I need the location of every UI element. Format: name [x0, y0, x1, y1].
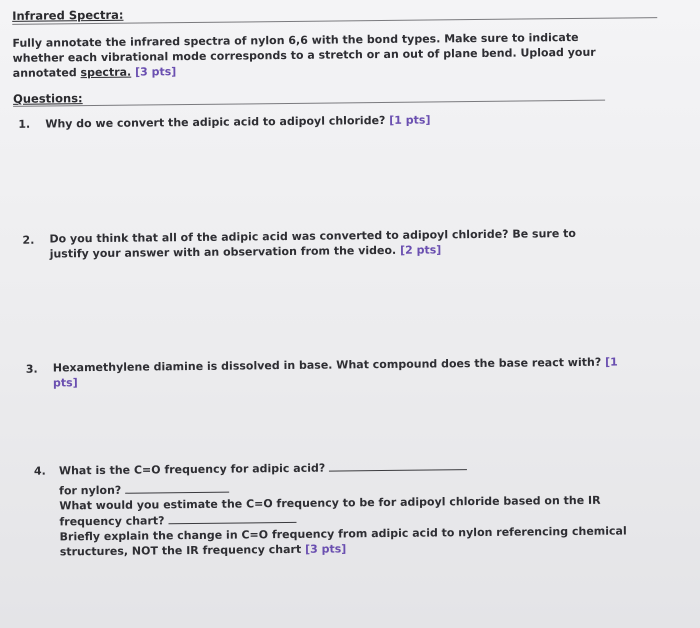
intro-line-2: whether each vibrational mode corresponds to a stretch or an out of plane bend. Upload your [12, 45, 596, 65]
question-3-points-a: [1 [604, 355, 618, 369]
question-4-line-6: structures, NOT the IR frequency chart [59, 542, 302, 559]
question-4-line-5: Briefly explain the change in C=O frequency from adipic acid to nylon referencing chemical [59, 524, 627, 544]
question-4-text [59, 456, 680, 559]
question-4-points: [3 pts] [304, 542, 347, 556]
question-3-points-b: pts] [52, 376, 78, 390]
intro-line-3-prefix: annotated [12, 66, 81, 80]
nylon-answer-blank[interactable] [125, 481, 229, 494]
spectra-link[interactable]: spectra. [80, 65, 132, 80]
intro-line-1: Fully annotate the infrared spectra of nylon 6,6 with the bond types. Make sure to indicate [12, 30, 579, 50]
question-1-points: [1 pts] [389, 113, 431, 127]
questions-rule [13, 100, 605, 107]
question-4-line-3: What would you estimate the C=O frequency to be for adipoyl chloride based on the IR [59, 493, 601, 513]
question-3-text [53, 354, 673, 390]
question-4-number: 4. [33, 464, 46, 478]
intro-points: [3 pts] [131, 65, 177, 79]
adipoyl-chloride-answer-blank[interactable] [168, 511, 296, 524]
question-1-prompt: Why do we convert the adipic acid to adipoyl chloride? [45, 113, 386, 131]
question-4-line-2: for nylon? [59, 483, 122, 498]
section-heading: Infrared Spectra: [12, 7, 124, 23]
question-2-points: [2 pts] [399, 243, 442, 257]
question-1-text [45, 110, 665, 131]
adipic-acid-answer-blank[interactable] [329, 458, 467, 471]
question-2-line-1: Do you think that all of the adipic acid was converted to adipoyl chloride? Be sure to [49, 226, 576, 246]
question-3-number: 3. [25, 362, 38, 376]
question-2-number: 2. [22, 233, 35, 247]
question-2-line-2: justify your answer with an observation from the video. [49, 243, 397, 261]
questions-heading: Questions: [12, 91, 83, 106]
question-2-text [49, 225, 669, 261]
question-1-number: 1. [18, 117, 31, 131]
question-4-line-1: What is the C=O frequency for adipic acid? [58, 461, 326, 478]
intro-paragraph [12, 29, 672, 81]
question-4-line-4: frequency chart? [59, 514, 165, 529]
question-3-line-1: Hexamethylene diamine is dissolved in base. What compound does the base react with? [52, 355, 602, 375]
